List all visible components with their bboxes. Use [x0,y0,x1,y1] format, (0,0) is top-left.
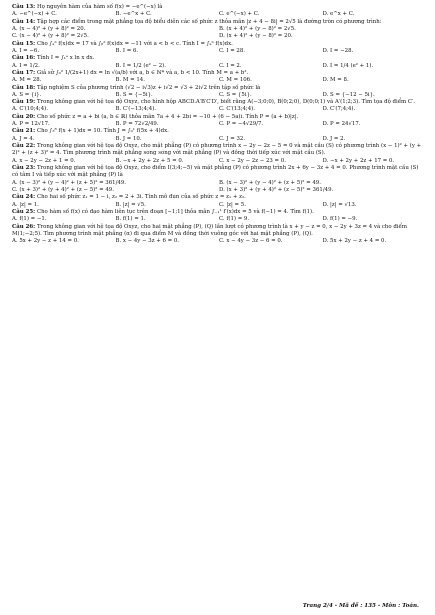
answer-options [12,202,426,209]
answer-option-b: B. P = 72√2/49. [115,121,159,128]
answer-option-b: B. −e^x + C. [115,11,152,18]
answer-option-b: B. M = 14. [115,77,145,84]
question-number: Câu 20: [12,113,37,120]
answer-option-a: A. −e^(−x) + C. [12,11,57,18]
answer-options [12,238,426,245]
question-block [12,19,426,41]
question-list [12,4,426,246]
answer-option-b: B. x − 4y − 3z + 6 = 0. [115,238,180,245]
answer-option-a: A. I = 1/2. [12,62,40,69]
answer-option-a: A. S = {i}. [12,91,42,98]
question-block [12,70,426,85]
answer-options [12,136,426,143]
question-stem: Tập hợp các điểm trong mặt phẳng tọa độ biểu diễn các số phức z thỏa mãn |z + 4 − 8i| = 2√5 là đường tròn có phương trình: [36,18,382,25]
question-text [12,128,426,135]
question-text [12,209,426,216]
question-block [12,99,426,114]
answer-option-b: B. f(1) = 1. [115,216,146,223]
answer-option-d: D. (x + 4)² + (y − 8)² = 20. [219,33,293,40]
answer-option-c: C. I = 28. [219,47,246,54]
answer-option-d: D. 5x + 2y − z + 4 = 0. [322,238,387,245]
question-block [12,85,426,100]
question-stem: Cho ∫₃⁸ f(x + 1)dx = 10. Tính J = ∫₀¹ f(5x + 4)dx. [36,128,169,135]
question-block [12,114,426,129]
question-block [12,128,426,143]
question-number: Câu 25: [12,208,37,215]
question-number: Câu 15: [12,40,37,47]
answer-options [12,11,426,18]
question-text [12,55,426,62]
question-block [12,4,426,19]
question-text [12,194,426,201]
question-block [12,41,426,56]
question-text [12,114,426,121]
question-text [12,85,426,92]
question-stem: Cho số phức z = a + bi (a, b ∈ ℝ) thỏa mãn 7a + 4 + 2bi = −10 + (6 − 5a)i. Tính P = (a + b)|z|. [36,113,299,120]
answer-option-a: A. J = 4. [12,135,35,142]
answer-option-b: B. S = {−5i}. [115,91,153,98]
answer-option-d: D. |z| = √13. [322,201,357,208]
question-text [12,224,426,239]
question-number: Câu 26: [12,223,37,230]
question-number: Câu 16: [12,55,37,62]
answer-option-c: C. S = {5i}. [219,91,252,98]
answer-option-d: D. I = 1/4 (e² + 1). [322,62,374,69]
answer-option-b: B. I = 1/2 (e² − 2). [115,62,166,69]
answer-option-c: C. I = 2. [219,62,242,69]
answer-option-d: D. −x + 2y + 2z + 17 = 0. [322,157,395,164]
question-text [12,19,426,26]
question-block [12,55,426,70]
answer-option-d: D. M = 8. [322,77,349,84]
answer-options [12,216,426,223]
answer-option-d: D. (x + 3)² + (y + 4)² + (z − 5)² = 361/49. [219,187,334,194]
answer-option-d: D. C′(7;4;4). [322,106,356,113]
answer-option-a: A. (x − 3)² + (y − 4)² + (z + 5)² = 361/49. [12,179,126,186]
answer-option-a: A. P = 12√17. [12,121,50,128]
question-stem: Tập nghiệm S của phương trình (√2 − i√3)z + i√2 = √3 + 2i√2 trên tập số phức là [36,84,261,91]
answer-option-d: D. J = 2. [322,135,346,142]
answer-option-a: A. M = 28. [12,77,42,84]
answer-option-d: D. e^x + C. [322,11,355,18]
answer-option-c: C. C′(13;4;4). [219,106,255,113]
question-number: Câu 13: [12,4,37,10]
answer-option-a: A. |z| = 1. [12,201,39,208]
answer-option-c: C. J = 32. [219,135,246,142]
question-number: Câu 14: [12,18,37,25]
question-block [12,143,426,165]
answer-option-a: A. (x − 4)² + (y + 8)² = 20. [12,25,86,32]
question-number: Câu 19: [12,99,37,106]
answer-option-d: D. P = 24√17. [322,121,361,128]
answer-option-b: B. C′(−13;4;4). [115,106,157,113]
answer-option-d: D. f(1) = −9. [322,216,358,223]
answer-option-a: A. I = −6. [12,47,40,54]
question-stem: Họ nguyên hàm của hàm số f(x) = −e^(−x) là [36,4,163,10]
question-stem: Trong không gian với hệ tọa độ Oxyz, cho hình hộp ABCD.A′B′C′D′, biết rằng A(−3;0;0), B(0;2;0), D(0;0;1) và A′(1;2;3). Tìm tọa độ điểm C′. [36,99,415,106]
question-text [12,165,426,180]
question-stem: Giả sử ∫₀² 1/(2x+1) dx = ln √(a/b) với a, b ∈ ℕ* và a, b < 10. Tính M = a + b². [36,69,249,76]
question-number: Câu 22: [12,143,37,150]
question-number: Câu 21: [12,128,37,135]
answer-option-a: A. f(1) = −1. [12,216,47,223]
question-block [12,165,426,194]
question-text [12,4,426,11]
answer-option-c: C. (x − 4)² + (y + 8)² = 2√5. [12,33,89,40]
answer-options [12,180,426,195]
answer-option-c: C. P = −4√29/7. [219,121,264,128]
question-block [12,194,426,209]
answer-option-c: C. (x + 3)² + (y + 4)² + (z − 5)² = 49. [12,187,114,194]
question-stem: Trong không gian với hệ tọa độ Oxyz, cho hai mặt phẳng (P), (Q) lần lượt có phương trình là x + y − z = 0, x − 2y + 3z = 4 và cho điểm M(1;−2;5). Tìm phương trình mặt phẳng (α) đi qua điểm M và đồng thời vuông góc với hai mặt phẳng (P), (Q). [12,223,407,237]
question-number: Câu 24: [12,194,37,201]
page-footer: Trang 2/4 - Mã đề : 135 - Môn : Toán. [302,603,419,609]
answer-option-c: C. f(1) = 9. [219,216,250,223]
answer-option-a: A. 5x + 2y − z + 14 = 0. [12,238,79,245]
answer-option-d: D. S = {−12 − 5i}. [322,91,375,98]
answer-options [12,106,426,113]
answer-options [12,26,426,41]
question-text [12,70,426,77]
answer-option-c: C. e^(−x) + C. [219,11,260,18]
answer-option-c: C. |z| = 5. [219,201,246,208]
answer-option-a: A. x − 2y − 2z + 1 = 0. [12,157,76,164]
question-number: Câu 18: [12,84,37,91]
answer-option-a: A. C′(10;4;4). [12,106,48,113]
answer-option-b: B. (x + 4)² + (y − 8)² = 2√5. [219,25,296,32]
answer-option-b: B. (x − 3)² + (y − 4)² + (z + 5)² = 49. [219,179,321,186]
question-stem: Trong không gian với hệ tọa độ Oxyz, cho mặt phẳng (P) có phương trình x − 2y − 2z − 5 = 0 và mặt cầu (S) có phương trình (x − 1)² + (y + 2)² + (z + 3)² = 4. Tìm phương trình mặt phẳng song song với mặt phẳng (P) và đồng thời tiếp xúc với mặt cầu (S). [12,143,422,157]
question-stem: Trong không gian với hệ tọa độ Oxyz, cho điểm I(3;4;−5) và mặt phẳng (P) có phương trình 2x + 6y − 3z + 4 = 0. Phương trình mặt cầu (S) có tâm I và tiếp xúc với mặt phẳng (P) là [12,165,419,179]
answer-option-b: B. |z| = √5. [115,201,146,208]
question-stem: Cho hai số phức z₁ = 1 − i, z₂ = 2 + 3i. Tính mô đun của số phức z = z₁ + z₂. [36,194,246,201]
answer-option-b: B. −x + 2y + 2z + 5 = 0. [115,157,184,164]
answer-option-b: B. I = 6. [115,47,139,54]
question-block [12,224,426,246]
question-text [12,143,426,158]
question-stem: Cho hàm số f(x) có đạo hàm liên tục trên đoạn [−1;1] thỏa mãn ∫₋₁¹ f′(x)dx = 5 và f(−1) = 4. Tìm f(1). [36,208,314,215]
question-block [12,209,426,224]
question-number: Câu 17: [12,69,37,76]
answer-option-c: C. M = 106. [219,77,252,84]
answer-options [12,158,426,165]
question-text [12,41,426,48]
answer-option-c: C. x − 4y − 3z − 6 = 0. [219,238,283,245]
answer-option-b: B. J = 10. [115,135,142,142]
question-stem: Cho ∫ₐᵈ f(x)dx = 17 và ∫ᵦᵈ f(x)dx = −11 với a < b < c. Tính I = ∫ₐᵇ f(x)dx. [36,40,233,47]
answer-options [12,77,426,84]
answer-option-c: C. x − 2y − 2z − 23 = 0. [219,157,286,164]
question-stem: Tính I = ∫₁ᵉ x ln x dx. [36,55,95,62]
answer-options [12,63,426,70]
question-text [12,99,426,106]
question-number: Câu 23: [12,165,37,172]
answer-option-d: D. I = −28. [322,47,354,54]
